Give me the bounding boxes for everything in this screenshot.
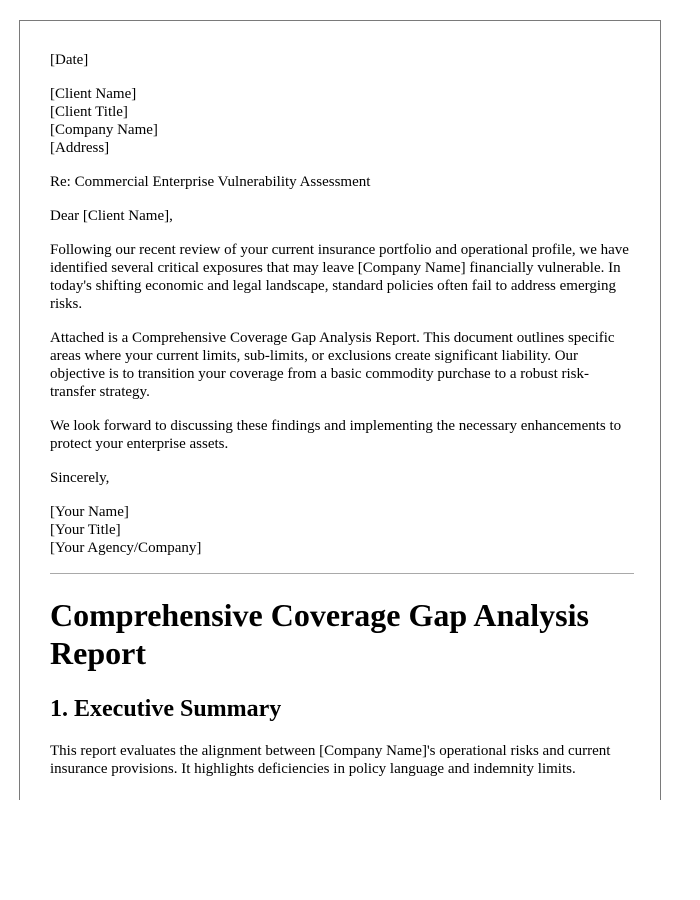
letter-paragraph: We look forward to discussing these findings and implementing the necessary enhancements to protect your enterprise assets. xyxy=(50,418,622,452)
section-divider xyxy=(50,573,634,574)
letter-paragraph: Attached is a Comprehensive Coverage Gap Analysis Report. This document outlines specific areas where your current limits, sub-limits, or exclusions create significant liability. Our objective is to transition your coverage from a basic commodity purchase to a robust risk-transfer strategy. xyxy=(50,330,615,400)
recipient-company: [Company Name] xyxy=(50,122,158,138)
recipient-name: [Client Name] xyxy=(50,86,137,102)
sender-block xyxy=(50,503,634,557)
letter-paragraph: Following our recent review of your current insurance portfolio and operational profile, we have identified several critical exposures that may leave [Company Name] financially vulnerable. In today's shifting economic and legal landscape, standard policies often fail to address emerging risks. xyxy=(50,242,629,312)
letter-salutation: Dear [Client Name], xyxy=(50,208,173,224)
letter-closing: Sincerely, xyxy=(50,470,110,486)
section-heading: 1. Executive Summary xyxy=(50,696,282,722)
document-page xyxy=(19,20,661,800)
section-body: This report evaluates the alignment between [Company Name]'s operational risks and current insurance provisions. It highlights deficiencies in policy language and indemnity limits. xyxy=(50,743,611,777)
recipient-title: [Client Title] xyxy=(50,104,128,120)
sender-agency: [Your Agency/Company] xyxy=(50,540,202,556)
sender-title: [Your Title] xyxy=(50,522,121,538)
recipient-block xyxy=(50,85,634,157)
report-title: Comprehensive Coverage Gap Analysis Report xyxy=(50,597,589,671)
letter-subject: Re: Commercial Enterprise Vulnerability Assessment xyxy=(50,174,371,190)
recipient-address: [Address] xyxy=(50,140,110,156)
document-content xyxy=(50,51,634,794)
sender-name: [Your Name] xyxy=(50,504,129,520)
letter-date: [Date] xyxy=(50,52,89,68)
